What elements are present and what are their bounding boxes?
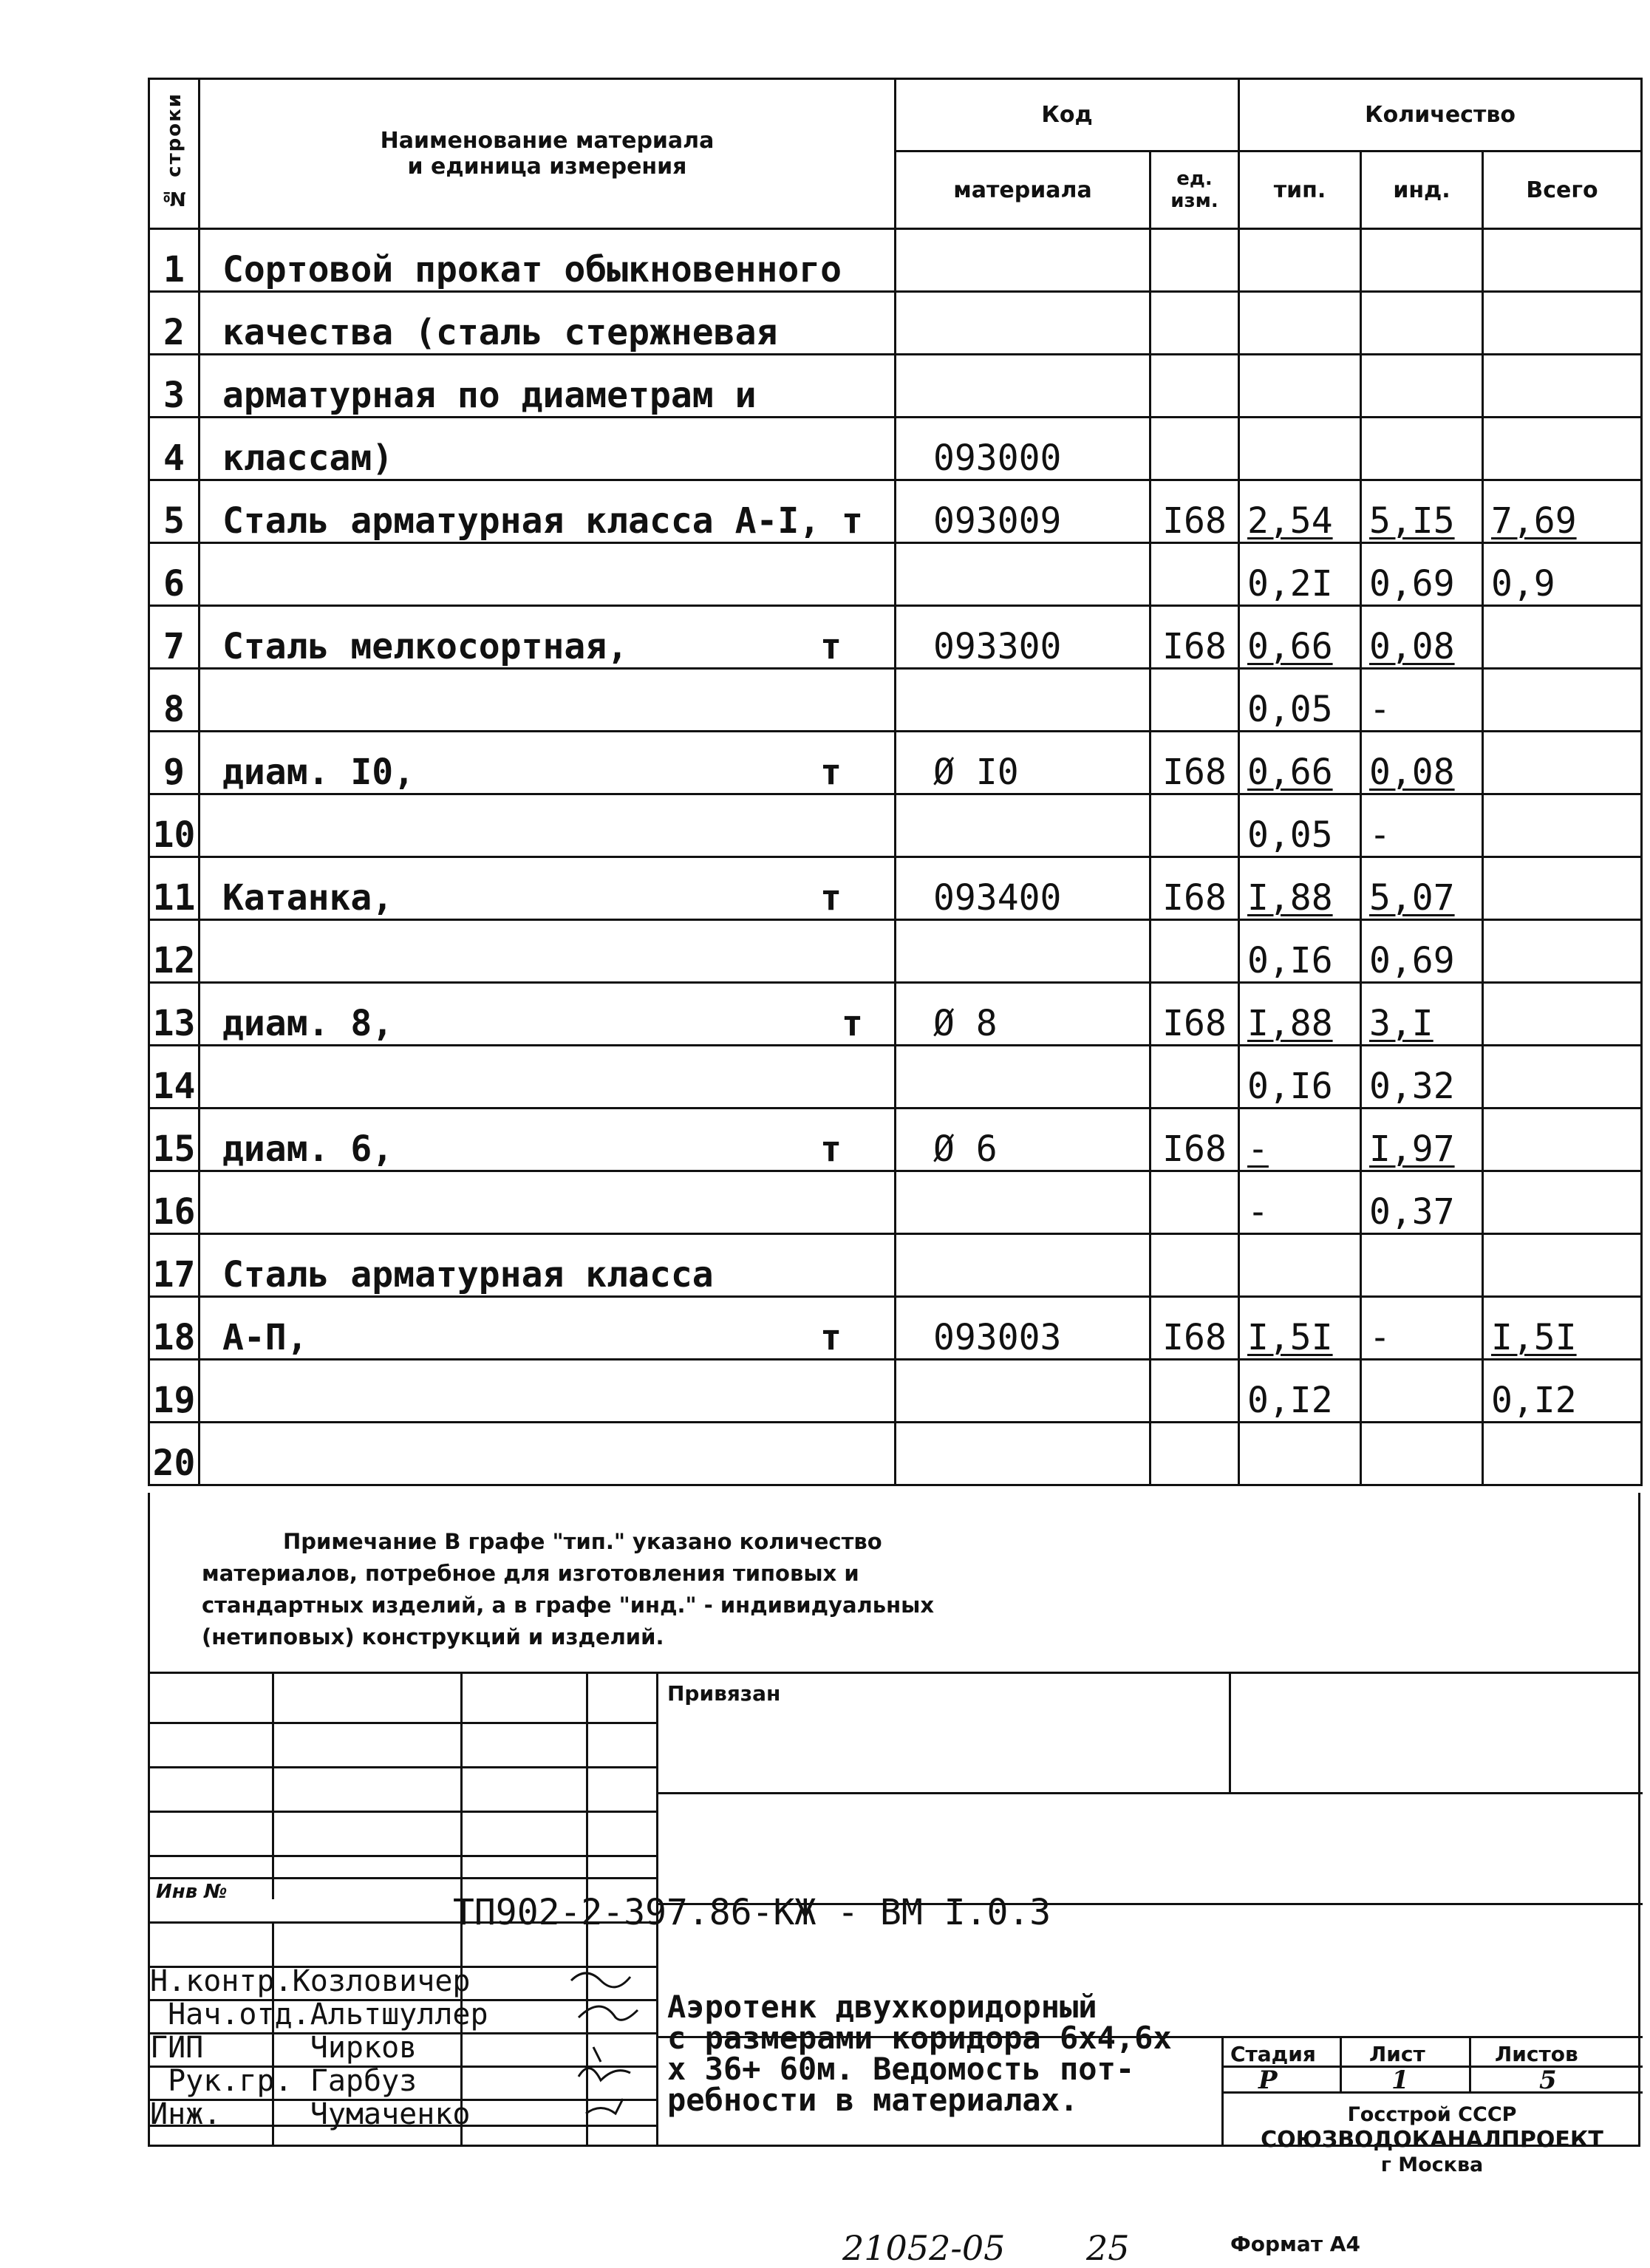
table-row [149,606,1642,669]
table-row [149,543,1642,606]
table-row [149,355,1642,418]
material-name [200,857,896,920]
material-name-text: качества (сталь стержневая [222,312,778,353]
qty-total [1483,732,1642,794]
code-material-header: материала [896,151,1150,229]
qty-typ-text: 0,I6 [1247,1066,1333,1107]
unit-code [1150,229,1239,292]
row-number [149,1109,200,1171]
qty-typ-text: - [1247,1128,1269,1170]
qty-ind [1361,1171,1483,1234]
row-number [149,1360,200,1423]
sheets-value: 5 [1539,2066,1557,2095]
material-code-text: 093003 [933,1317,1062,1358]
table-row [149,794,1642,857]
qty-ind-header: инд. [1361,151,1483,229]
unit-code [1150,1046,1239,1109]
qty-ind [1361,229,1483,292]
code-header: Код [896,79,1239,151]
qty-typ [1239,480,1361,543]
row-number-text: 10 [152,814,196,856]
row-number-text: 14 [152,1066,196,1107]
note-box [148,1493,1640,1674]
row-number-text: 3 [163,375,185,416]
unit-code [1150,1360,1239,1423]
material-name [200,920,896,983]
row-number [149,1046,200,1109]
qty-ind [1361,1046,1483,1109]
qty-total [1483,669,1642,732]
qty-ind [1361,543,1483,606]
qty-typ [1239,732,1361,794]
row-number [149,857,200,920]
qty-typ [1239,1234,1361,1297]
material-name [200,480,896,543]
material-code-text: 093009 [933,500,1062,542]
material-name-text: классам) [222,437,394,479]
footer-inv-number: 21052-05 [842,2228,1006,2268]
material-code [896,669,1150,732]
row-number [149,920,200,983]
row-number-text: 9 [163,752,185,793]
qty-total [1483,1297,1642,1360]
qty-ind-text: 5,I5 [1369,500,1455,542]
qty-ind-text: 5,07 [1369,877,1455,919]
document-number: ТП902-2-397.86-КЖ - ВМ I.0.3 [453,1892,1051,1933]
material-code-text: Ø 8 [933,1003,998,1044]
qty-typ [1239,1297,1361,1360]
material-name-text: Катанка, т [222,877,842,919]
row-number [149,1171,200,1234]
material-name [200,1171,896,1234]
qty-ind-text: 0,08 [1369,752,1455,793]
qty-total [1483,229,1642,292]
row-number-text: 7 [163,626,185,667]
table-row [149,418,1642,480]
material-name-text: Сталь мелкосортная, т [222,626,842,667]
qty-total [1483,794,1642,857]
signer-1: Н.контр.Козловичер [150,1964,471,1998]
qty-typ [1239,920,1361,983]
material-name [200,794,896,857]
qty-ind [1361,1234,1483,1297]
material-name [200,355,896,418]
qty-ind-text: - [1369,1317,1391,1358]
material-code-text: 093300 [933,626,1062,667]
material-name [200,543,896,606]
qty-typ-text: I,88 [1247,877,1333,919]
material-code-text: 093000 [933,437,1062,479]
row-number-text: 6 [163,563,185,605]
qty-ind [1361,920,1483,983]
note-text: Примечание В графе "тип." указано количество материалов, потребное для изготовления типовых и стандартных изделий, а в графе "инд." - индивидуальных (нетиповых) конструкций и изделий. [202,1529,935,1649]
row-number-text: 11 [152,877,196,919]
qty-typ [1239,794,1361,857]
qty-ind [1361,418,1483,480]
material-name [200,229,896,292]
table-row [149,920,1642,983]
material-name-text: А-П, т [222,1317,842,1358]
qty-ind [1361,732,1483,794]
material-name [200,606,896,669]
unit-code-text: I68 [1162,1317,1227,1358]
qty-typ [1239,857,1361,920]
qty-typ [1239,229,1361,292]
unit-code [1150,543,1239,606]
document-title: Аэротенк двухкоридорный с размерами коридора 6x4,6x x 36+ 60м. Ведомость пот- ребности в материалах. [667,1989,1172,2118]
row-number-text: 16 [152,1191,196,1233]
qty-total [1483,1234,1642,1297]
qty-total-text: I,5I [1491,1317,1577,1358]
qty-typ-header: тип. [1239,151,1361,229]
material-code [896,543,1150,606]
row-number [149,292,200,355]
qty-ind [1361,606,1483,669]
qty-total [1483,355,1642,418]
material-code [896,606,1150,669]
unit-code [1150,1297,1239,1360]
qty-ind [1361,1423,1483,1485]
qty-ind [1361,669,1483,732]
unit-code [1150,1423,1239,1485]
material-code [896,1297,1150,1360]
unit-code [1150,669,1239,732]
material-name [200,732,896,794]
unit-code-text: I68 [1162,500,1227,542]
footer-page: 25 [1086,2228,1130,2268]
signer-2: Нач.отд.Альтшуллер [168,1998,488,2032]
material-code-text: Ø 6 [933,1128,998,1170]
material-code [896,1046,1150,1109]
row-number [149,229,200,292]
material-code [896,1423,1150,1485]
quantity-header: Количество [1239,79,1642,151]
sheets-label: Листов [1495,2042,1578,2066]
code-unit-header: ед. изм. [1150,151,1239,229]
qty-ind-text: I,97 [1369,1128,1455,1170]
qty-ind [1361,983,1483,1046]
qty-total [1483,1423,1642,1485]
stage-value: Р [1258,2066,1278,2095]
material-code [896,1109,1150,1171]
qty-typ [1239,1423,1361,1485]
qty-ind [1361,857,1483,920]
material-code [896,920,1150,983]
table-row [149,1171,1642,1234]
table-row [149,1297,1642,1360]
qty-typ [1239,983,1361,1046]
unit-code [1150,920,1239,983]
unit-code [1150,983,1239,1046]
organization: Госстрой СССР СОЮЗВОДОКАНАЛПРОЕКТ г Москва [1261,2103,1603,2176]
material-code [896,732,1150,794]
footer-format: Формат А4 [1230,2232,1360,2256]
qty-total [1483,418,1642,480]
material-code [896,480,1150,543]
qty-total [1483,1171,1642,1234]
qty-ind-text: 0,32 [1369,1066,1455,1107]
unit-code [1150,355,1239,418]
material-name [200,1234,896,1297]
unit-code [1150,480,1239,543]
qty-typ [1239,1360,1361,1423]
qty-total [1483,857,1642,920]
table-row [149,1423,1642,1485]
row-number-text: 12 [152,940,196,981]
table-row [149,857,1642,920]
row-number-text: 20 [152,1443,196,1484]
table-row [149,229,1642,292]
material-name-text: Сортовой прокат обыкновенного [222,249,842,290]
qty-total [1483,292,1642,355]
row-number-text: 19 [152,1380,196,1421]
row-number-text: 2 [163,312,185,353]
row-number [149,732,200,794]
row-number-text: 4 [163,437,185,479]
row-number [149,543,200,606]
row-number-text: 18 [152,1317,196,1358]
unit-code [1150,606,1239,669]
table-row [149,1234,1642,1297]
unit-code [1150,1171,1239,1234]
qty-total-text: 7,69 [1491,500,1577,542]
unit-code [1150,794,1239,857]
qty-ind-text: 0,08 [1369,626,1455,667]
qty-typ [1239,292,1361,355]
qty-ind [1361,794,1483,857]
row-number-text: 8 [163,689,185,730]
unit-code-text: I68 [1162,1128,1227,1170]
material-code [896,1171,1150,1234]
qty-typ [1239,355,1361,418]
qty-typ-text: 0,66 [1247,752,1333,793]
unit-code [1150,292,1239,355]
qty-ind-text: 0,69 [1369,940,1455,981]
row-number [149,1234,200,1297]
unit-code [1150,1109,1239,1171]
qty-typ [1239,1171,1361,1234]
qty-total [1483,983,1642,1046]
qty-total [1483,1360,1642,1423]
table-row [149,292,1642,355]
unit-code-text: I68 [1162,1003,1227,1044]
qty-typ [1239,1109,1361,1171]
material-name [200,1360,896,1423]
material-code-text: 093400 [933,877,1062,919]
qty-typ-text: I,5I [1247,1317,1333,1358]
qty-typ-text: 0,05 [1247,814,1333,856]
row-number [149,983,200,1046]
row-number-header: № строки [149,79,200,229]
qty-typ-text: 0,05 [1247,689,1333,730]
qty-ind-text: - [1369,814,1391,856]
material-name-text: Сталь арматурная класса А-I, т [222,500,863,542]
row-number [149,418,200,480]
qty-total-text: 0,9 [1491,563,1555,605]
qty-typ [1239,418,1361,480]
material-name-text: Сталь арматурная класса [222,1254,714,1295]
material-code [896,418,1150,480]
qty-typ-text: 0,I6 [1247,940,1333,981]
qty-ind-text: 0,69 [1369,563,1455,605]
material-name-text: диам. 6, т [222,1128,842,1170]
qty-typ [1239,669,1361,732]
material-code [896,857,1150,920]
qty-ind [1361,1297,1483,1360]
unit-code-text: I68 [1162,877,1227,919]
unit-code [1150,857,1239,920]
material-code-text: Ø I0 [933,752,1019,793]
qty-typ-text: 2,54 [1247,500,1333,542]
row-number [149,1423,200,1485]
qty-total [1483,920,1642,983]
qty-ind [1361,480,1483,543]
qty-ind [1361,355,1483,418]
qty-ind-text: 3,I [1369,1003,1433,1044]
qty-ind-text: - [1369,689,1391,730]
row-number [149,669,200,732]
qty-ind-text: 0,37 [1369,1191,1455,1233]
material-code [896,292,1150,355]
qty-ind [1361,1360,1483,1423]
table-row [149,669,1642,732]
qty-typ-text: I,88 [1247,1003,1333,1044]
name-header: Наименование материала и единица измерения [200,79,896,229]
row-number [149,606,200,669]
qty-total [1483,1046,1642,1109]
material-code [896,983,1150,1046]
qty-total [1483,480,1642,543]
material-name [200,292,896,355]
unit-code [1150,418,1239,480]
qty-total-header: Всего [1483,151,1642,229]
row-number [149,355,200,418]
row-number-text: 15 [152,1128,196,1170]
stage-label: Стадия [1230,2042,1316,2066]
material-name [200,1046,896,1109]
table-row [149,983,1642,1046]
row-number [149,480,200,543]
table-row [149,480,1642,543]
table-row [149,1046,1642,1109]
material-name [200,669,896,732]
unit-code [1150,732,1239,794]
table-row [149,1109,1642,1171]
signer-3: ГИП Чирков [150,2031,417,2065]
signer-4: Рук.гр. Гарбуз [168,2064,417,2098]
qty-ind [1361,292,1483,355]
material-name [200,1297,896,1360]
row-number-text: 5 [163,500,185,542]
material-name [200,1423,896,1485]
qty-typ-text: 0,2I [1247,563,1333,605]
qty-typ [1239,606,1361,669]
qty-ind [1361,1109,1483,1171]
material-name [200,1109,896,1171]
title-block [148,1674,1640,2176]
bound-label: Привязан [667,1681,781,1706]
material-name-text: арматурная по диаметрам и [222,375,757,416]
qty-typ [1239,1046,1361,1109]
row-number [149,794,200,857]
qty-typ-text: - [1247,1191,1269,1233]
qty-typ [1239,543,1361,606]
qty-typ-text: 0,66 [1247,626,1333,667]
sheet-label: Лист [1369,2042,1425,2066]
material-code [896,1360,1150,1423]
unit-code [1150,1234,1239,1297]
material-code [896,1234,1150,1297]
qty-total [1483,1109,1642,1171]
row-number-text: 13 [152,1003,196,1044]
qty-total [1483,543,1642,606]
materials-table [148,78,1643,1486]
unit-code-text: I68 [1162,752,1227,793]
table-row [149,1360,1642,1423]
qty-total-text: 0,I2 [1491,1380,1577,1421]
material-code [896,794,1150,857]
row-number [149,1297,200,1360]
qty-typ-text: 0,I2 [1247,1380,1333,1421]
row-number-text: 1 [163,249,185,290]
material-name-text: диам. I0, т [222,752,842,793]
material-code [896,355,1150,418]
material-name [200,418,896,480]
material-code [896,229,1150,292]
table-row [149,732,1642,794]
row-number-text: 17 [152,1254,196,1295]
unit-code-text: I68 [1162,626,1227,667]
signer-5: Инж. Чумаченко [150,2097,471,2131]
sheet-value: 1 [1391,2066,1409,2095]
qty-total [1483,606,1642,669]
inv-label: Инв № [156,1881,228,1903]
material-name-text: диам. 8, т [222,1003,863,1044]
material-name [200,983,896,1046]
